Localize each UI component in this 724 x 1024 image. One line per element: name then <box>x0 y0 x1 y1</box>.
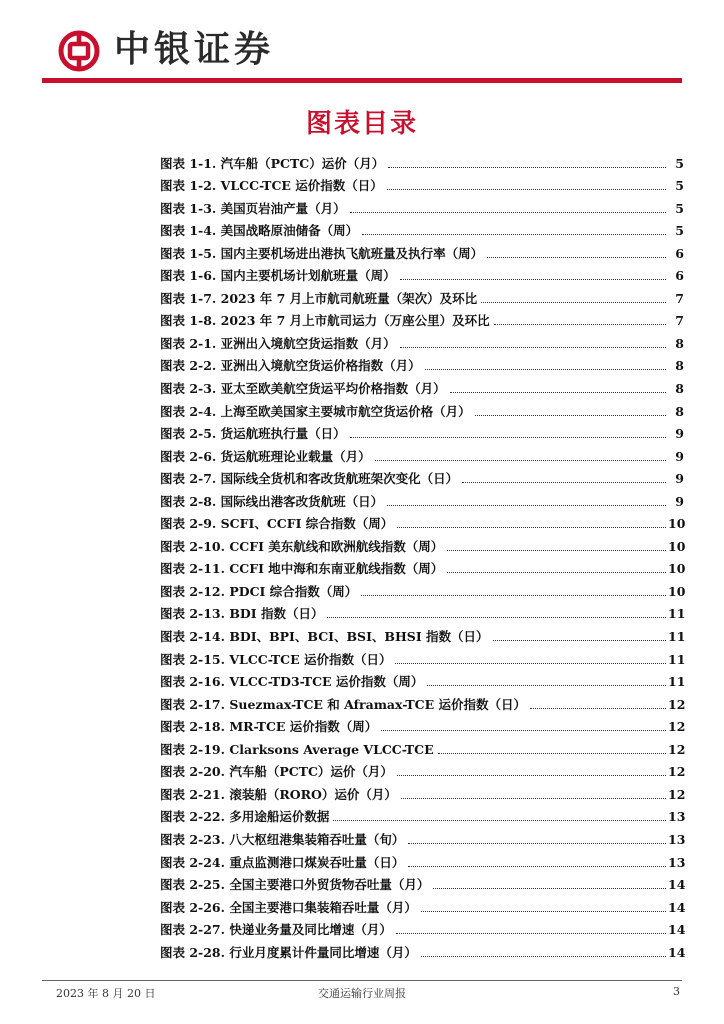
toc-dot-leader <box>395 663 666 664</box>
toc-entry-page: 12 <box>668 741 686 757</box>
toc-entry-label: 图表 2-7. 国际线全货机和客改货航班架次变化（日） <box>160 471 459 487</box>
toc-entry-label: 图表 1-5. 国内主要机场进出港执飞航班量及执行率（周） <box>160 245 484 261</box>
toc-dot-leader <box>387 505 666 506</box>
toc-dot-leader <box>450 392 666 393</box>
toc-entry[interactable] <box>160 263 684 286</box>
toc-entry-page: 10 <box>668 538 686 554</box>
toc-dot-leader <box>487 257 666 258</box>
toc-entry-page: 12 <box>668 786 686 802</box>
toc-entry-page: 14 <box>668 899 686 915</box>
toc-entry[interactable] <box>160 556 684 579</box>
toc-entry-label: 图表 2-8. 国际线出港客改货航班（日） <box>160 493 384 509</box>
toc-dot-leader <box>408 866 666 867</box>
toc-dot-leader <box>494 324 666 325</box>
toc-dot-leader <box>327 617 666 618</box>
toc-entry-page: 10 <box>668 583 686 599</box>
toc-entry-page: 8 <box>675 335 684 351</box>
toc-entry-label: 图表 2-6. 货运航班理论业载量（月） <box>160 448 371 464</box>
toc-entry-label: 图表 1-7. 2023 年 7 月上市航司航班量（架次）及环比 <box>160 290 478 306</box>
toc-entry-label: 图表 2-3. 亚太至欧美航空货运平均价格指数（月） <box>160 381 446 397</box>
toc-entry[interactable] <box>160 759 684 782</box>
toc-entry-page: 5 <box>675 200 684 216</box>
toc-entry-page: 14 <box>668 877 686 893</box>
toc-dot-leader <box>493 640 666 641</box>
toc-entry[interactable] <box>160 691 684 714</box>
toc-list <box>160 150 684 962</box>
brand-name: 中银证券 <box>114 29 275 70</box>
toc-entry-label: 图表 1-8. 2023 年 7 月上市航司运力（万座公里）及环比 <box>160 313 490 329</box>
toc-entry[interactable] <box>160 781 684 804</box>
toc-entry[interactable] <box>160 195 684 218</box>
toc-entry-page: 11 <box>668 629 686 645</box>
toc-entry-page: 8 <box>675 358 684 374</box>
toc-entry-label: 图表 2-2. 亚洲出入境航空货运价格指数（月） <box>160 358 421 374</box>
toc-dot-leader <box>447 572 666 573</box>
toc-entry[interactable] <box>160 669 684 692</box>
toc-entry[interactable] <box>160 330 684 353</box>
toc-entry[interactable] <box>160 308 684 331</box>
toc-title: 图表目录 <box>305 109 418 139</box>
toc-dot-leader <box>421 956 666 957</box>
toc-dot-leader <box>361 595 666 596</box>
toc-entry-label: 图表 1-2. VLCC-TCE 运价指数（日） <box>160 178 383 194</box>
footer-divider <box>42 980 682 981</box>
toc-entry-page: 12 <box>668 764 686 780</box>
toc-entry[interactable] <box>160 939 684 962</box>
toc-dot-leader <box>387 189 666 190</box>
toc-entry-page: 11 <box>668 651 686 667</box>
toc-dot-leader <box>475 415 666 416</box>
toc-entry-page: 10 <box>668 561 686 577</box>
toc-entry-page: 9 <box>675 448 684 464</box>
toc-entry[interactable] <box>160 173 684 196</box>
toc-entry-page: 11 <box>668 674 686 690</box>
toc-entry-label: 图表 2-9. SCFI、CCFI 综合指数（周） <box>160 516 394 532</box>
toc-entry-page: 10 <box>668 516 686 532</box>
toc-entry[interactable] <box>160 443 684 466</box>
toc-entry-page: 12 <box>668 696 686 712</box>
toc-entry-label: 图表 2-28. 行业月度累计件量同比增速（月） <box>160 944 417 960</box>
toc-dot-leader <box>427 685 666 686</box>
toc-entry-page: 6 <box>675 268 684 284</box>
toc-entry[interactable] <box>160 872 684 895</box>
toc-entry-label: 图表 2-18. MR-TCE 运价指数（周） <box>160 719 378 735</box>
toc-dot-leader <box>362 234 666 235</box>
toc-entry-label: 图表 2-24. 重点监测港口煤炭吞吐量（日） <box>160 854 405 870</box>
toc-dot-leader <box>350 437 666 438</box>
toc-dot-leader <box>397 527 666 528</box>
toc-entry-label: 图表 2-22. 多用途船运价数据 <box>160 809 330 825</box>
toc-entry[interactable] <box>160 601 684 624</box>
toc-entry-page: 9 <box>675 493 684 509</box>
toc-entry-label: 图表 2-15. VLCC-TCE 运价指数（日） <box>160 651 392 667</box>
toc-entry[interactable] <box>160 804 684 827</box>
toc-entry-label: 图表 2-12. PDCI 综合指数（周） <box>160 583 358 599</box>
bank-of-china-logo-icon <box>58 30 100 72</box>
toc-dot-leader <box>400 279 666 280</box>
toc-dot-leader <box>462 482 666 483</box>
toc-dot-leader <box>388 167 666 168</box>
toc-entry-page: 13 <box>668 809 686 825</box>
toc-entry[interactable] <box>160 353 684 376</box>
toc-entry[interactable] <box>160 736 684 759</box>
toc-entry-label: 图表 2-13. BDI 指数（日） <box>160 606 324 622</box>
toc-entry[interactable] <box>160 533 684 556</box>
toc-dot-leader <box>447 550 666 551</box>
toc-entry-label: 图表 2-19. Clarksons Average VLCC-TCE <box>160 741 434 757</box>
toc-entry-page: 11 <box>668 606 686 622</box>
toc-entry[interactable] <box>160 623 684 646</box>
page-footer <box>42 985 682 1001</box>
toc-dot-leader <box>401 798 666 799</box>
toc-dot-leader <box>375 460 666 461</box>
toc-entry-label: 图表 2-17. Suezmax-TCE 和 Aframax-TCE 运价指数（日） <box>160 696 527 712</box>
toc-entry-label: 图表 2-26. 全国主要港口集装箱吞吐量（月） <box>160 899 417 915</box>
toc-entry-page: 14 <box>668 922 686 938</box>
toc-entry[interactable] <box>160 511 684 534</box>
toc-entry-page: 9 <box>675 426 684 442</box>
toc-entry-label: 图表 2-4. 上海至欧美国家主要城市航空货运价格（月） <box>160 403 471 419</box>
toc-entry-label: 图表 2-21. 滚装船（RORO）运价（月） <box>160 786 397 802</box>
toc-dot-leader <box>333 820 666 821</box>
toc-dot-leader <box>408 843 666 844</box>
toc-dot-leader <box>396 933 666 934</box>
toc-dot-leader <box>350 212 666 213</box>
toc-entry-page: 5 <box>675 223 684 239</box>
toc-entry-page: 5 <box>675 178 684 194</box>
toc-entry[interactable] <box>160 894 684 917</box>
toc-entry-label: 图表 1-1. 汽车船（PCTC）运价（月） <box>160 155 385 171</box>
toc-entry-page: 9 <box>675 471 684 487</box>
toc-entry[interactable] <box>160 398 684 421</box>
toc-entry-page: 13 <box>668 854 686 870</box>
toc-entry-page: 5 <box>675 155 684 171</box>
toc-entry-page: 7 <box>675 313 684 329</box>
toc-entry-label: 图表 2-10. CCFI 美东航线和欧洲航线指数（周） <box>160 538 444 554</box>
toc-dot-leader <box>381 730 666 731</box>
toc-entry-label: 图表 1-4. 美国战略原油储备（周） <box>160 223 359 239</box>
toc-entry[interactable] <box>160 421 684 444</box>
toc-dot-leader <box>433 888 666 889</box>
toc-entry[interactable] <box>160 240 684 263</box>
toc-dot-leader <box>530 708 666 709</box>
toc-entry-label: 图表 2-23. 八大枢纽港集装箱吞吐量（旬） <box>160 831 405 847</box>
toc-dot-leader <box>397 775 666 776</box>
page-header <box>0 0 724 90</box>
toc-entry-label: 图表 2-11. CCFI 地中海和东南亚航线指数（周） <box>160 561 444 577</box>
toc-entry[interactable] <box>160 917 684 940</box>
toc-entry-label: 图表 2-1. 亚洲出入境航空货运指数（月） <box>160 335 396 351</box>
toc-entry[interactable] <box>160 285 684 308</box>
toc-entry-page: 8 <box>675 403 684 419</box>
toc-entry[interactable] <box>160 466 684 489</box>
toc-entry[interactable] <box>160 150 684 173</box>
toc-entry[interactable] <box>160 646 684 669</box>
toc-entry-page: 7 <box>675 290 684 306</box>
toc-entry[interactable] <box>160 375 684 398</box>
toc-entry[interactable] <box>160 488 684 511</box>
toc-entry-page: 14 <box>668 944 686 960</box>
toc-entry-label: 图表 2-25. 全国主要港口外贸货物吞吐量（月） <box>160 877 430 893</box>
toc-entry-label: 图表 2-5. 货运航班执行量（日） <box>160 426 346 442</box>
toc-dot-leader <box>438 753 666 754</box>
toc-dot-leader <box>421 911 666 912</box>
toc-entry[interactable] <box>160 714 684 737</box>
toc-entry-label: 图表 2-16. VLCC-TD3-TCE 运价指数（周） <box>160 674 424 690</box>
toc-entry[interactable] <box>160 826 684 849</box>
toc-entry-label: 图表 2-27. 快递业务量及同比增速（月） <box>160 922 392 938</box>
toc-entry-label: 图表 2-14. BDI、BPI、BCI、BSI、BHSI 指数（日） <box>160 629 489 645</box>
toc-entry-page: 13 <box>668 831 686 847</box>
footer-page-number: 3 <box>673 985 680 998</box>
toc-dot-leader <box>425 369 666 370</box>
toc-entry-page: 12 <box>668 719 686 735</box>
toc-entry-page: 6 <box>675 245 684 261</box>
toc-entry-label: 图表 1-3. 美国页岩油产量（月） <box>160 200 346 216</box>
toc-entry-page: 8 <box>675 381 684 397</box>
toc-dot-leader <box>481 302 666 303</box>
toc-entry-label: 图表 1-6. 国内主要机场计划航班量（周） <box>160 268 396 284</box>
header-divider <box>42 78 682 83</box>
footer-date: 2023 年 8 月 20 日 <box>56 987 156 1000</box>
toc-entry-label: 图表 2-20. 汽车船（PCTC）运价（月） <box>160 764 393 780</box>
toc-entry[interactable] <box>160 849 684 872</box>
toc-dot-leader <box>400 347 666 348</box>
toc-entry[interactable] <box>160 218 684 241</box>
toc-entry[interactable] <box>160 578 684 601</box>
footer-report-name: 交通运输行业周报 <box>318 987 406 1000</box>
